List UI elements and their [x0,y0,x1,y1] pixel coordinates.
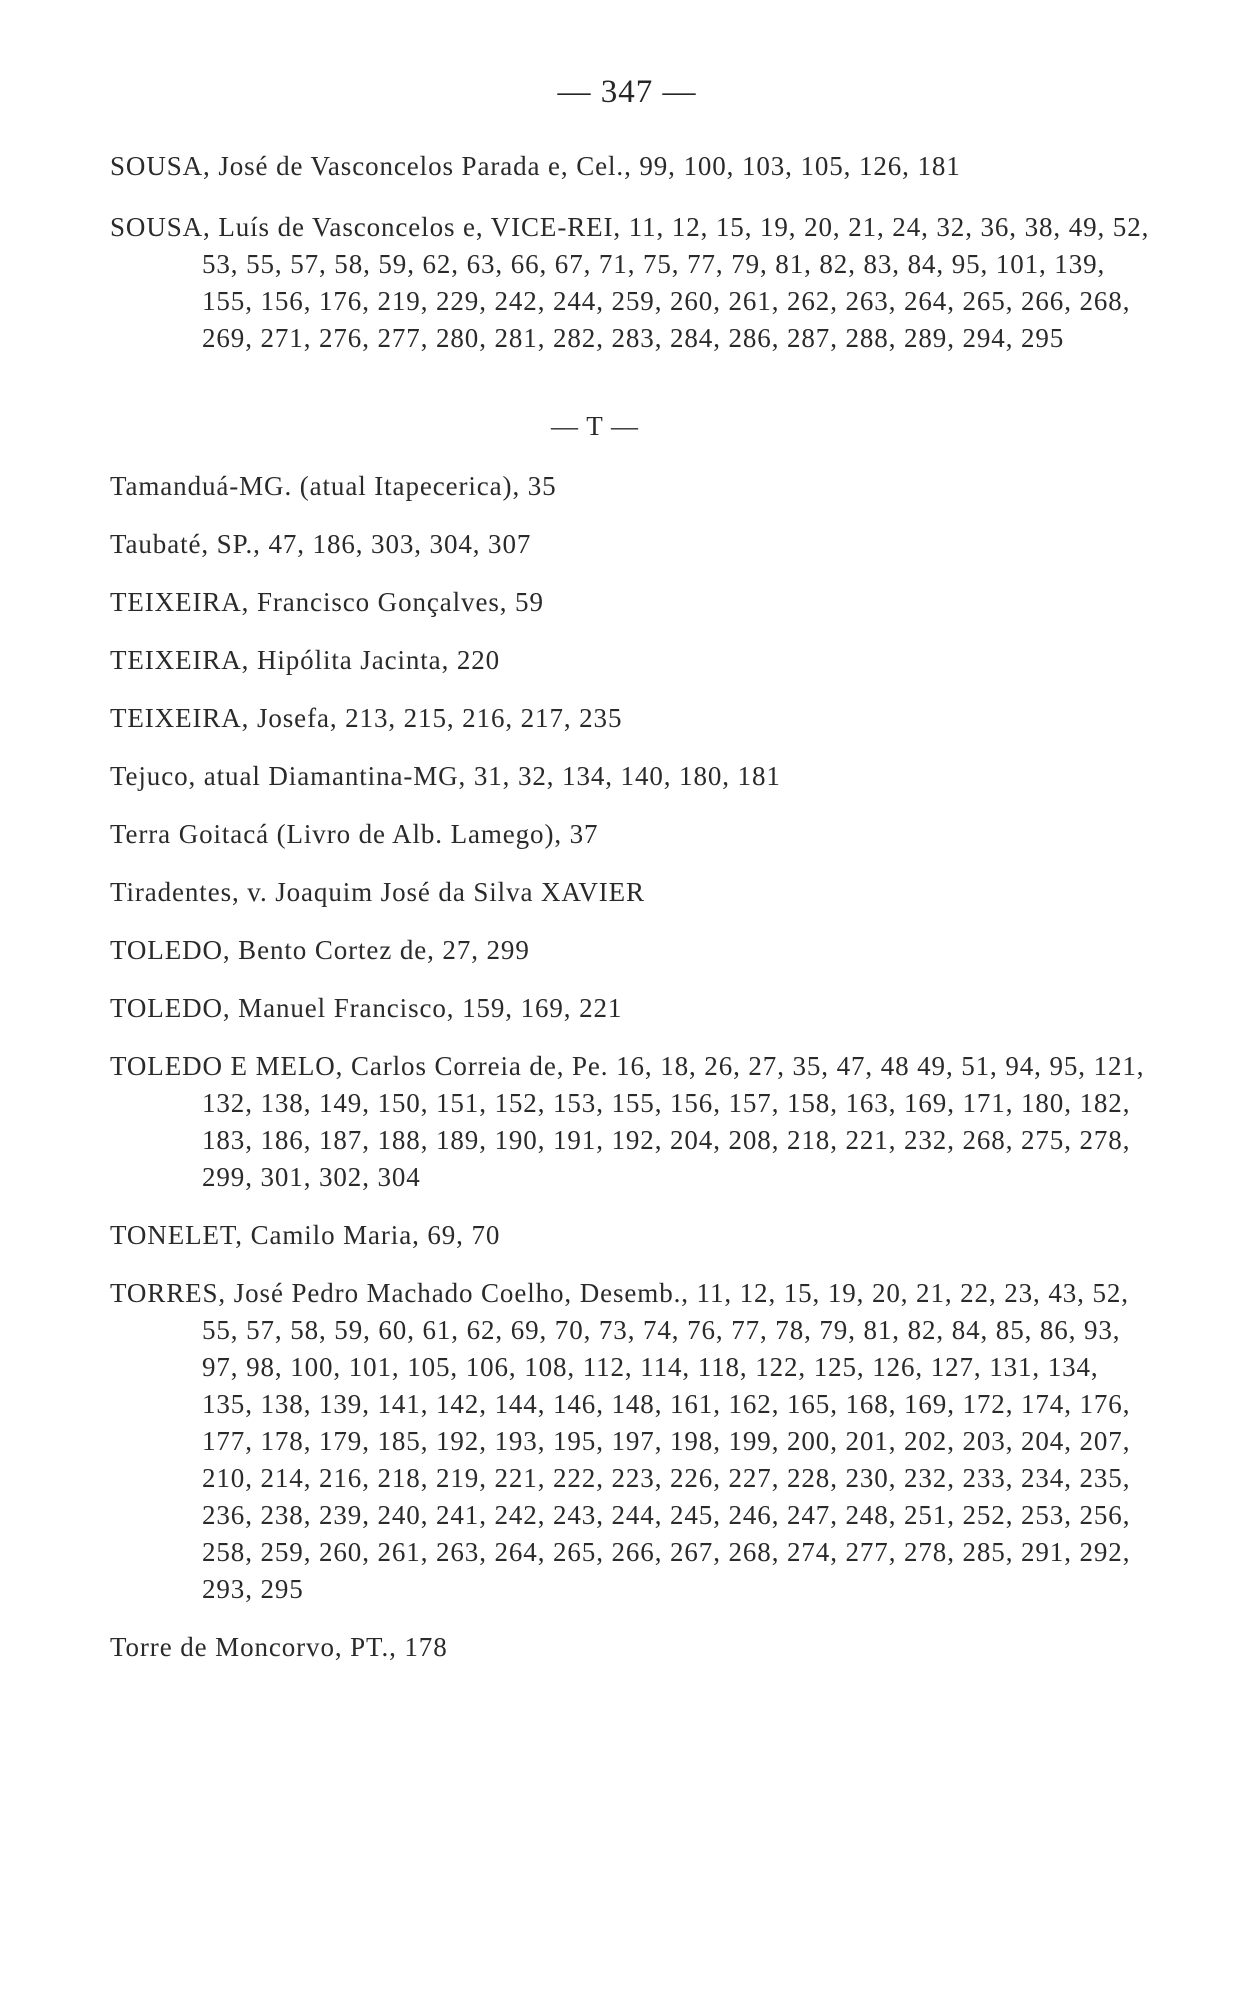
index-entry: TOLEDO, Manuel Francisco, 159, 169, 221 [110,993,623,1023]
index-entry: TORRES, José Pedro Machado Coelho, Desemb., 11, 12, 15, 19, 20, 21, 22, 23, 43, 52, 55, 57, 58, 59, 60, 61, 62, 69, 70, 73, 74, 76, 77, 78, 79, 81, 82, 84, 85, 86, 93, 97, 98, 100, 101, 105, 106, 108, 112, 114, 118, 122, 125, 126, 127, 131, 134, 135, 138, 139, 141, 142, 144, 146, 148, 161, 162, 165, 168, 169, 172, 174, 176, 177, 178, 179, 185, 192, 193, 195, 197, 198, 199, 200, 201, 202, 203, 204, 207, 210, 214, 216, 218, 219, 221, 222, 223, 226, 227, 228, 230, 232, 233, 234, 235, 236, 238, 239, 240, 241, 242, 243, 244, 245, 246, 247, 248, 251, 252, 253, 256, 258, 259, 260, 261, 263, 264, 265, 266, 267, 268, 274, 277, 278, 285, 291, 292, 293, 295 [110,1278,1131,1604]
section-heading: — T — [550,411,640,441]
index-entry: Tamanduá-MG. (atual Itapecerica), 35 [110,471,557,501]
index-entry: Taubaté, SP., 47, 186, 303, 304, 307 [110,529,532,559]
page-number: — 347 — [557,74,697,110]
index-entry: Terra Goitacá (Livro de Alb. Lamego), 37 [110,819,599,849]
index-entries [110,148,1150,1666]
index-entry: Tiradentes, v. Joaquim José da Silva XAVIER [110,877,645,907]
index-entry: TOLEDO E MELO, Carlos Correia de, Pe. 16, 18, 26, 27, 35, 47, 48 49, 51, 94, 95, 121, 132, 138, 149, 150, 151, 152, 153, 155, 156, 157, 158, 163, 169, 171, 180, 182, 183, 186, 187, 188, 189, 190, 191, 192, 204, 208, 218, 221, 232, 268, 275, 278, 299, 301, 302, 304 [110,1051,1145,1192]
index-entry: TOLEDO, Bento Cortez de, 27, 299 [110,935,530,965]
index-entry: Tejuco, atual Diamantina-MG, 31, 32, 134, 140, 180, 181 [110,761,781,791]
index-entry: TEIXEIRA, Hipólita Jacinta, 220 [110,645,501,675]
index-entry: Torre de Moncorvo, PT., 178 [110,1632,448,1662]
index-entry: TEIXEIRA, Josefa, 213, 215, 216, 217, 235 [110,703,623,733]
index-entry: TEIXEIRA, Francisco Gonçalves, 59 [110,587,544,617]
index-entry: SOUSA, Luís de Vasconcelos e, VICE-REI, 11, 12, 15, 19, 20, 21, 24, 32, 36, 38, 49, 52, 53, 55, 57, 58, 59, 62, 63, 66, 67, 71, 75, 77, 79, 81, 82, 83, 84, 95, 101, 139, 155, 156, 176, 219, 229, 242, 244, 259, 260, 261, 262, 263, 264, 265, 266, 268, 269, 271, 276, 277, 280, 281, 282, 283, 284, 286, 287, 288, 289, 294, 295 [110,212,1150,353]
index-entry: SOUSA, José de Vasconcelos Parada e, Cel., 99, 100, 103, 105, 126, 181 [110,151,961,181]
index-entry: TONELET, Camilo Maria, 69, 70 [110,1220,501,1250]
